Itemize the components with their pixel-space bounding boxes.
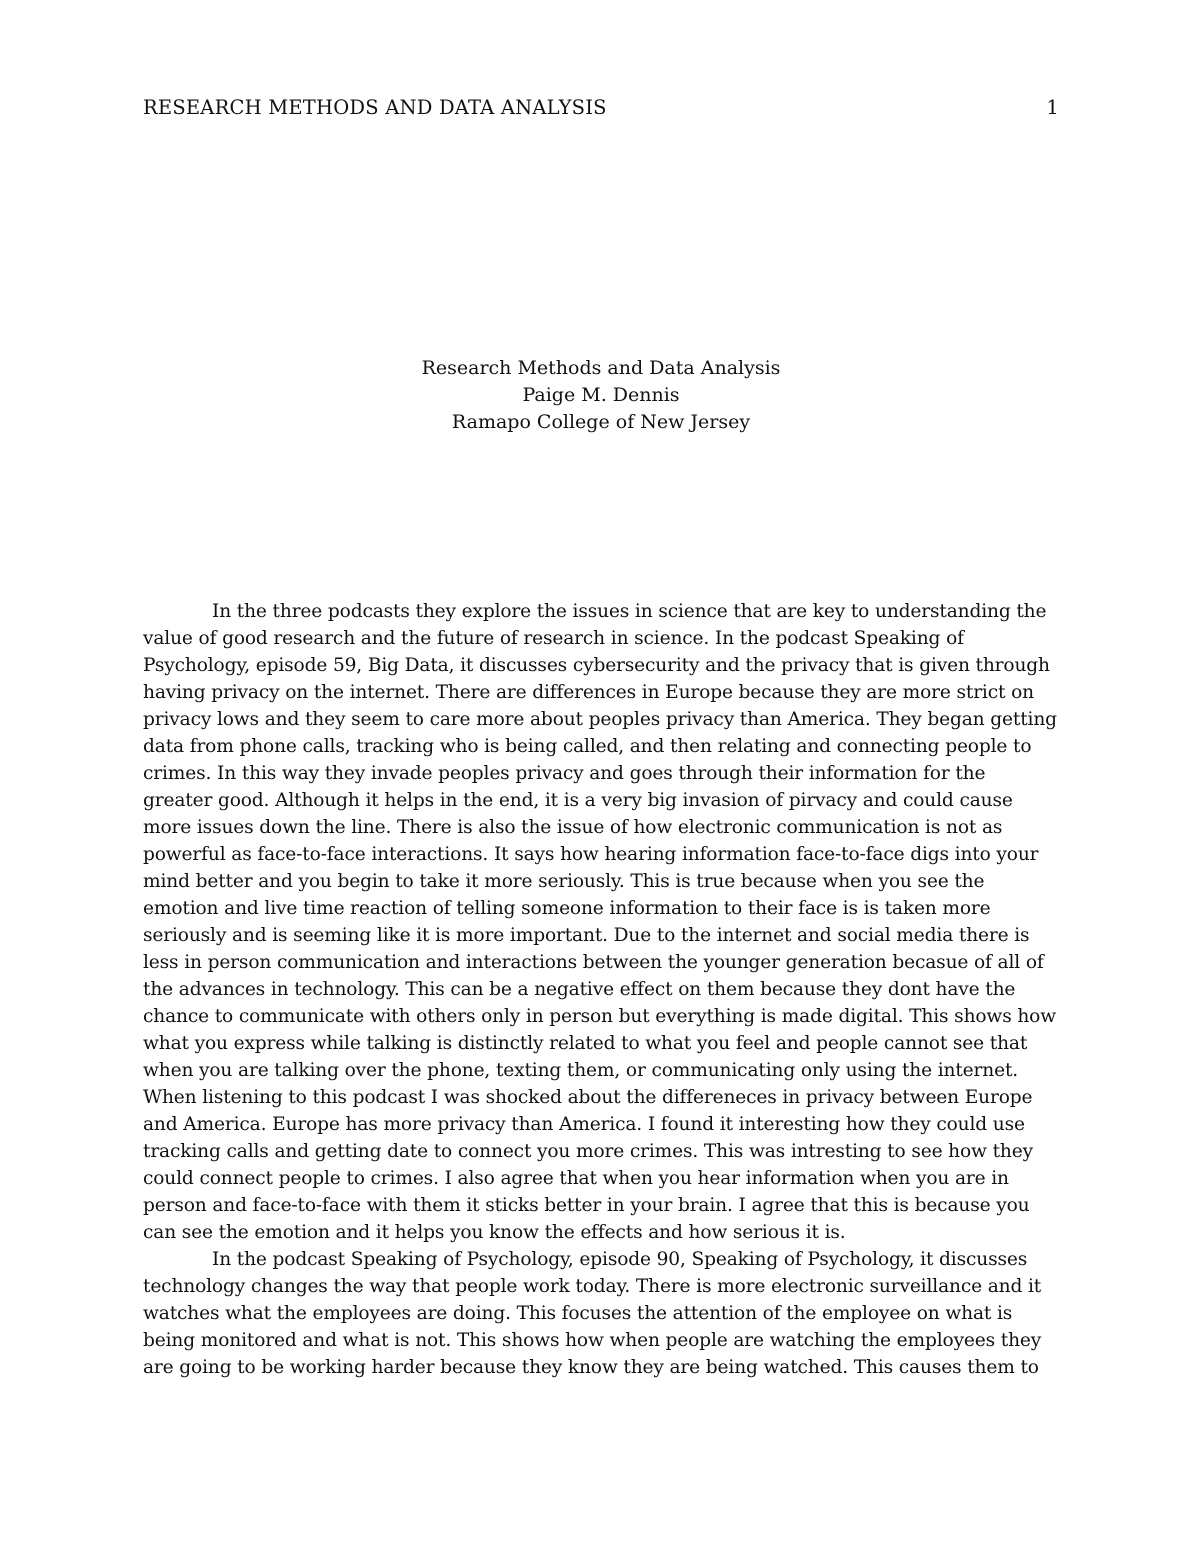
body-text [143,598,1059,1381]
paper-title: Research Methods and Data Analysis [421,357,781,379]
running-head [143,96,1059,119]
author-name: Paige M. Dennis [522,384,680,406]
body-paragraph-1: In the three podcasts they explore the issues in science that are key to understanding the value of good research and the future of research in science. In the podcast Speaking of Psychology, episode 59, Big Data, it discusses cybersecurity and the privacy that is given through having privacy on the internet. There are differences in Europe because they are more strict on privacy lows and they seem to care more about peoples privacy than America. They began getting data from phone calls, tracking who is being called, and then relating and connecting people to crimes. In this way they invade peoples privacy and goes through their information for the greater good. Although it helps in the end, it is a very big invasion of pirvacy and could cause more issues down the line. There is also the issue of how electronic communication is not as powerful as face-to-face interactions. It says how hearing information face-to-face digs into your mind better and you begin to take it more seriously. This is true because when you see the emotion and live time reaction of telling someone information to their face is is taken more seriously and is seeming like it is more important. Due to the internet and social media there is less in person communication and interactions between the younger generation becasue of all of the advances in technology. This can be a negative effect on them because they dont have the chance to communicate with others only in person but everything is made digital. This shows how what you express while talking is distinctly related to what you feel and people cannot see that when you are talking over the phone, texting them, or communicating only using the internet. When listening to this podcast I was shocked about the differeneces in privacy between Europe and America. Europe has more privacy than America. I found it interesting how they could use tracking calls and getting date to connect you more crimes. This was intresting to see how they could connect people to crimes. I also agree that when you hear information when you are in person and face-to-face with them it sticks better in your brain. I agree that this is because you can see the emotion and it helps you know the effects and how serious it is. [143,601,1057,1243]
institution-name: Ramapo College of New Jersey [451,411,751,433]
running-head-title: RESEARCH METHODS AND DATA ANALYSIS [143,96,607,119]
body-paragraph-2: In the podcast Speaking of Psychology, episode 90, Speaking of Psychology, it discusses technology changes the way that people work today. There is more electronic surveillance and it watches what the employees are doing. This focuses the attention of the employee on what is being monitored and what is not. This shows how when people are watching the employees they are going to be working harder because they know they are being watched. This causes them to [143,1249,1042,1378]
title-block [143,355,1059,436]
page-number: 1 [1046,96,1059,119]
